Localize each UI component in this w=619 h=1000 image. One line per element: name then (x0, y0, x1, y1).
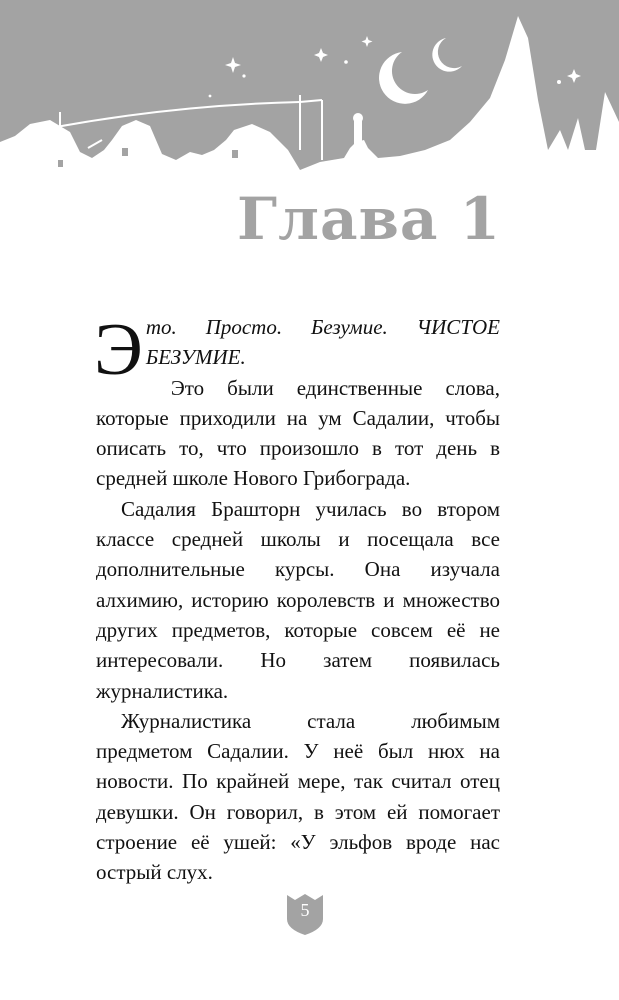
page-number-badge (282, 891, 328, 937)
night-town-skyline-icon (0, 0, 619, 200)
chapter-title-text: Глава 1 (237, 185, 501, 253)
paragraph-3: Журналистика стала любимым предметом Садалии. У неё был нюх на новости. По крайней мере, так считал отец девушки. Он говорил, в этом ей помогает строение её ушей: «У эльфов вроде нас острый слух. (96, 708, 500, 885)
header-illustration (0, 0, 619, 200)
paragraph-2: Садалия Брашторн училась во втором классе средней школы и посещала все дополнительные курсы. Она изучала алхимию, историю королевств и множество других предметов, которые совсем её не интересовали. Но затем появилась журналистика. (96, 496, 500, 703)
page-number: 5 (300, 900, 310, 920)
drop-cap: Э (94, 309, 143, 391)
chapter-title (237, 185, 501, 253)
lead-paragraph (94, 309, 500, 391)
lead-text: то. Просто. Безумие. ЧИСТОЕ БЕЗУМИЕ. (145, 315, 500, 370)
chapter-body (94, 309, 500, 888)
paragraph-1: Это были единственные слова, которые приходили на ум Садалии, чтобы описать то, что произошло в тот день в средней школе Нового Грибограда. (96, 375, 500, 491)
